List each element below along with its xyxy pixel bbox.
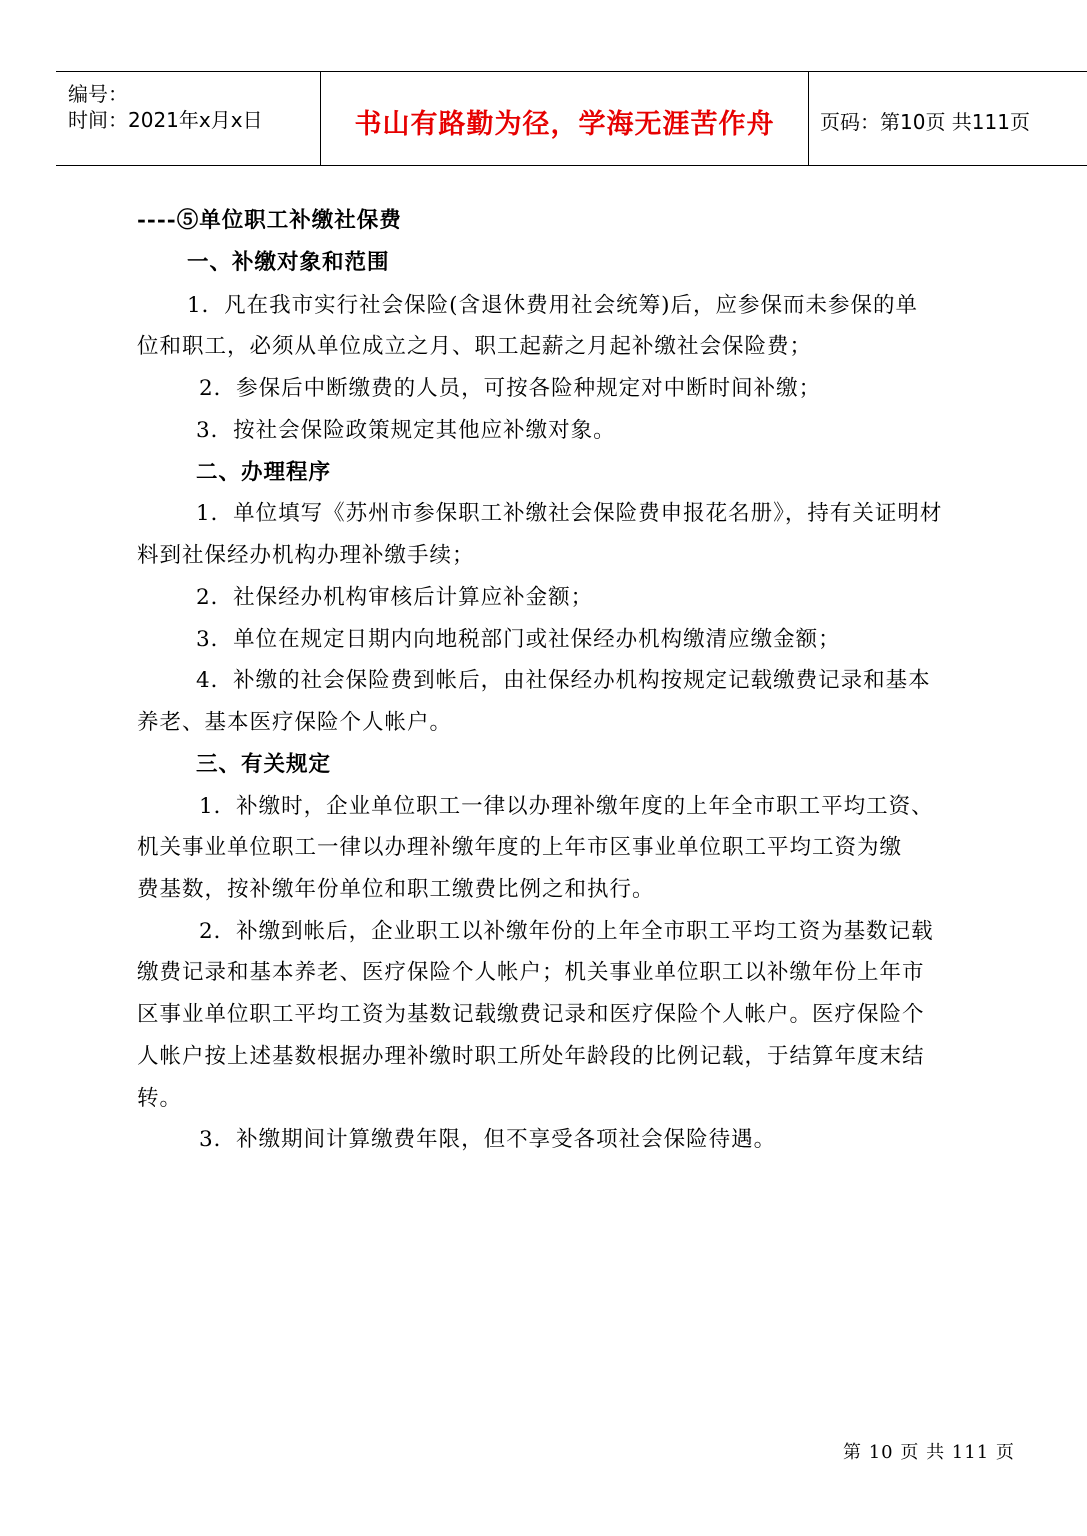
document-number-label: 编号： bbox=[68, 82, 128, 106]
paragraph-line: 1．凡在我市实行社会保险(含退休费用社会统筹)后，应参保而未参保的单 bbox=[187, 293, 918, 318]
paragraph-line: 1．单位填写《苏州市参保职工补缴社会保险费申报花名册》，持有关证明材 bbox=[196, 501, 943, 526]
paragraph-line: 4．补缴的社会保险费到帐后，由社保经办机构按规定记载缴费记录和基本 bbox=[196, 668, 931, 693]
paragraph-line: 3．单位在规定日期内向地税部门或社保经办机构缴清应缴金额； bbox=[196, 627, 841, 652]
paragraph-line: 料到社保经办机构办理补缴手续； bbox=[137, 543, 475, 568]
section-heading-1: 一、补缴对象和范围 bbox=[187, 250, 390, 275]
paragraph-line: 2．社保经办机构审核后计算应补金额； bbox=[196, 585, 594, 610]
paragraph-line: 机关事业单位职工一律以办理补缴年度的上年市区事业单位职工平均工资为缴 bbox=[137, 835, 903, 860]
paragraph-line: 2．补缴到帐后，企业职工以补缴年份的上年全市职工平均工资为基数记载 bbox=[199, 919, 934, 944]
paragraph-line: 人帐户按上述基数根据办理补缴时职工所处年龄段的比例记载，于结算年度末结 bbox=[137, 1044, 925, 1069]
header-page-number: 页码：第10页 共111页 bbox=[820, 110, 1030, 134]
paragraph-line: 费基数，按补缴年份单位和职工缴费比例之和执行。 bbox=[137, 877, 655, 902]
section-heading-3: 三、有关规定 bbox=[196, 752, 332, 777]
page-header bbox=[56, 71, 1087, 166]
paragraph-line: 位和职工，必须从单位成立之月、职工起薪之月起补缴社会保险费； bbox=[137, 334, 813, 359]
paragraph-line: 养老、基本医疗保险个人帐户。 bbox=[137, 710, 453, 735]
paragraph-line: 区事业单位职工平均工资为基数记载缴费记录和医疗保险个人帐户。医疗保险个 bbox=[137, 1002, 925, 1027]
paragraph-line: 3．补缴期间计算缴费年限，但不享受各项社会保险待遇。 bbox=[199, 1127, 777, 1152]
header-motto-cell bbox=[320, 72, 809, 165]
header-page-cell bbox=[808, 72, 1087, 165]
motto-text: 书山有路勤为径，学海无涯苦作舟 bbox=[354, 109, 775, 140]
paragraph-line: 3．按社会保险政策规定其他应补缴对象。 bbox=[196, 418, 616, 443]
paragraph-line: 缴费记录和基本养老、医疗保险个人帐户；机关事业单位职工以补缴年份上年市 bbox=[137, 960, 925, 985]
paragraph-line: 1．补缴时，企业单位职工一律以办理补缴年度的上年全市职工平均工资、 bbox=[199, 794, 934, 819]
document-title: ----⑤单位职工补缴社保费 bbox=[137, 208, 402, 233]
paragraph-line: 转。 bbox=[137, 1086, 183, 1111]
footer-page-number: 第 10 页 共 111 页 bbox=[843, 1442, 1015, 1463]
header-info-cell bbox=[56, 72, 320, 165]
document-time-label: 时间：2021年x月x日 bbox=[68, 108, 263, 132]
paragraph-line: 2．参保后中断缴费的人员，可按各险种规定对中断时间补缴； bbox=[199, 376, 822, 401]
section-heading-2: 二、办理程序 bbox=[196, 460, 332, 485]
